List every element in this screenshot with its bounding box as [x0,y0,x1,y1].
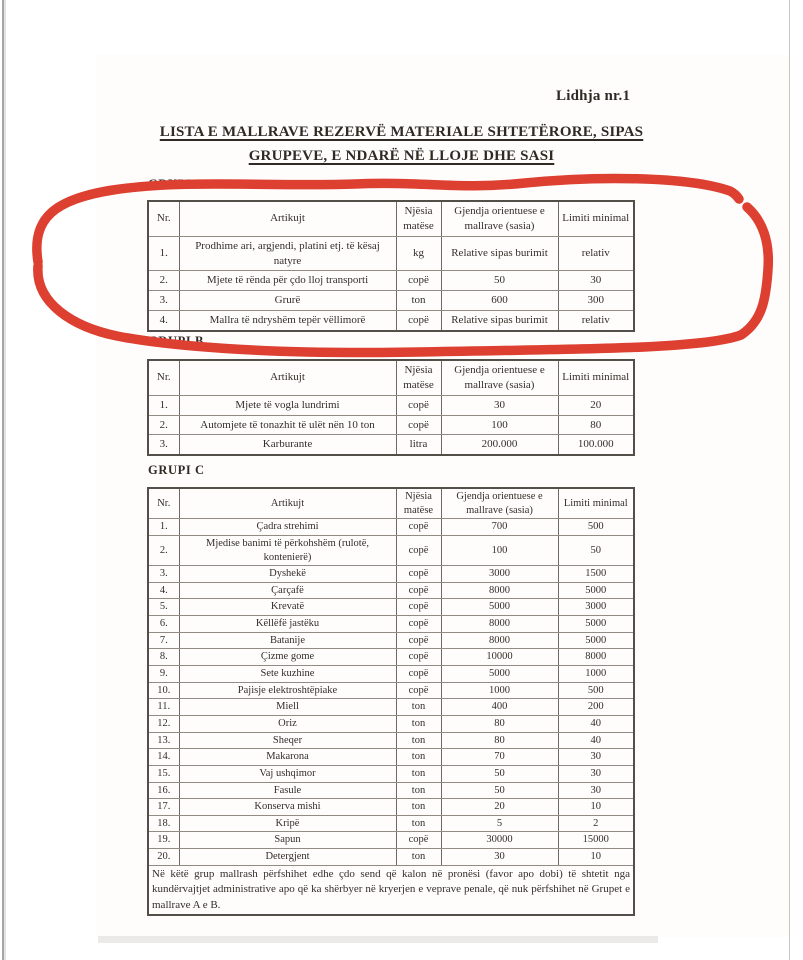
table-cell: 500 [558,682,634,699]
table-cell: relativ [558,236,634,271]
table-cell: 600 [441,291,558,311]
table-cell: 500 [558,519,634,536]
table-cell: 30 [558,782,634,799]
header-artikujt: Artikujt [179,201,396,236]
header-gjendja: Gjendja orientuese e mallrave (sasia) [441,488,558,519]
table-cell: 20. [148,849,179,866]
table-cell: ton [396,799,441,816]
header-artikujt: Artikujt [179,360,396,395]
table-cell: copë [396,682,441,699]
table-cell: 8000 [558,649,634,666]
table-cell: 200.000 [441,435,558,455]
table-cell: 3000 [558,599,634,616]
table-cell: Kripë [179,815,396,832]
table-cell: Karburante [179,435,396,455]
table-cell: 5000 [441,666,558,683]
group-a-label: GRUPI A [148,177,204,191]
table-row [148,236,634,271]
table-cell: Çadra strehimi [179,519,396,536]
table-cell: copë [396,616,441,633]
group-b-rows [148,395,634,455]
table-cell: 80 [441,732,558,749]
table-row [148,732,634,749]
table-footer [148,865,634,915]
table-header [148,488,634,519]
table-cell: 400 [441,699,558,716]
header-limiti: Limiti minimal [558,360,634,395]
table-cell: 7. [148,632,179,649]
table-header [148,360,634,395]
table-cell: 80 [558,415,634,435]
table-cell: Automjete të tonazhit të ulët nën 10 ton [179,415,396,435]
table-cell: 100.000 [558,435,634,455]
table-cell: 5000 [558,616,634,633]
table-row [148,699,634,716]
table-cell: 30000 [441,832,558,849]
table-cell: 3000 [441,566,558,583]
table-cell: 10. [148,682,179,699]
table-cell: 5 [441,815,558,832]
table-cell: Mjedise banimi të përkohshëm (rulotë, kontenierë) [179,535,396,565]
table-cell: Konserva mishi [179,799,396,816]
header-njesia: Njësia matëse [396,360,441,395]
header-njesia: Njësia matëse [396,488,441,519]
table-cell: 1. [148,519,179,536]
table-cell: 15. [148,765,179,782]
table-header [148,201,634,236]
table-cell: Krevatë [179,599,396,616]
table-row [148,616,634,633]
table-cell: copë [396,649,441,666]
table-cell: 80 [441,715,558,732]
table-row [148,535,634,565]
table-cell: Miell [179,699,396,716]
table-cell: 20 [441,799,558,816]
group-c-table [147,487,635,916]
table-cell: 3. [148,566,179,583]
table-cell: 50 [441,271,558,291]
table-cell: 1000 [441,682,558,699]
table-cell: Relative sipas burimit [441,236,558,271]
table-cell: copë [396,271,441,291]
table-row [148,566,634,583]
table-cell: 4. [148,311,179,331]
table-cell: 11. [148,699,179,716]
table-cell: 8. [148,649,179,666]
table-cell: 3. [148,435,179,455]
table-cell: 17. [148,799,179,816]
table-row [148,782,634,799]
table-cell: Dyshekë [179,566,396,583]
table-cell: Batanije [179,632,396,649]
table-cell: Çarçafë [179,582,396,599]
table-row [148,832,634,849]
table-cell: 14. [148,749,179,766]
table-cell: 10 [558,799,634,816]
table-cell: 700 [441,519,558,536]
table-cell: 2. [148,535,179,565]
table-cell: Detergjent [179,849,396,866]
table-cell: ton [396,765,441,782]
table-cell: copë [396,599,441,616]
table-cell: Mjete të vogla lundrimi [179,395,396,415]
table-cell: 1500 [558,566,634,583]
table-cell: 30 [441,849,558,866]
table-cell: Makarona [179,749,396,766]
table-cell: ton [396,699,441,716]
table-row [148,395,634,415]
header-limiti: Limiti minimal [558,488,634,519]
table-cell: ton [396,715,441,732]
header-nr: Nr. [148,360,179,395]
table-cell: copë [396,582,441,599]
table-cell: copë [396,832,441,849]
table-row [148,435,634,455]
table-cell: 2 [558,815,634,832]
table-cell: 1. [148,395,179,415]
table-cell: Mjete të rënda për çdo lloj transporti [179,271,396,291]
table-row [148,666,634,683]
table-cell: 12. [148,715,179,732]
table-cell: Sete kuzhine [179,666,396,683]
table-row [148,765,634,782]
header-artikujt: Artikujt [179,488,396,519]
table-cell: 5. [148,599,179,616]
table-cell: 30 [558,749,634,766]
table-cell: 8000 [441,582,558,599]
title-line-2: GRUPEVE, E NDARË NË LLOJE DHE SASI [248,148,555,164]
group-a-table [147,200,635,332]
table-cell: Vaj ushqimor [179,765,396,782]
table-cell: 50 [441,765,558,782]
title-line-1: LISTA E MALLRAVE REZERVË MATERIALE SHTETËRORE, SIPAS [159,124,644,140]
annex-label: Lidhja nr.1 [556,88,631,104]
table-cell: 19. [148,832,179,849]
group-c-rows [148,519,634,865]
table-cell: 30 [441,395,558,415]
table-cell: 40 [558,715,634,732]
table-row [148,815,634,832]
table-cell: 2. [148,271,179,291]
table-cell: copë [396,415,441,435]
table-row [148,799,634,816]
header-njesia: Njësia matëse [396,201,441,236]
table-cell: 10000 [441,649,558,666]
table-cell: 6. [148,616,179,633]
header-nr: Nr. [148,201,179,236]
table-cell: Çizme gome [179,649,396,666]
table-cell: 30 [558,765,634,782]
group-c-label: GRUPI C [148,463,205,477]
table-cell: 30 [558,271,634,291]
table-cell: 50 [558,535,634,565]
table-cell: copë [396,519,441,536]
table-cell: 3. [148,291,179,311]
table-cell: Relative sipas burimit [441,311,558,331]
table-cell: 1. [148,236,179,271]
table-cell: Sheqer [179,732,396,749]
table-cell: ton [396,782,441,799]
table-cell: ton [396,849,441,866]
table-cell: 70 [441,749,558,766]
table-cell: relativ [558,311,634,331]
header-gjendja: Gjendja orientuese e mallrave (sasia) [441,201,558,236]
header-nr: Nr. [148,488,179,519]
table-cell: ton [396,291,441,311]
table-cell: 100 [441,535,558,565]
table-row [148,582,634,599]
table-cell: 4. [148,582,179,599]
table-cell: 16. [148,782,179,799]
group-b-table [147,359,635,456]
table-row [148,649,634,666]
table-cell: 8000 [441,632,558,649]
table-cell: 100 [441,415,558,435]
table-cell: 9. [148,666,179,683]
table-cell: 18. [148,815,179,832]
group-b-label: GRUPI B [148,334,204,348]
table-cell: 2. [148,415,179,435]
scan-shadow-bottom [98,936,658,943]
table-row [148,849,634,866]
table-cell: 5000 [441,599,558,616]
table-cell: 1000 [558,666,634,683]
group-c-note: Në këtë grup mallrash përfshihet edhe çdo send që kalon në pronësi (favor apo dobi) të shtetit nga kundërvajtjet administrative apo që ka shërbyer në kryerjen e veprave penale, që nuk përfshihet në Grupet e mallrave A e B. [148,865,634,915]
table-row [148,311,634,331]
table-row [148,749,634,766]
table-cell: 13. [148,732,179,749]
table-cell: 200 [558,699,634,716]
table-row [148,291,634,311]
table-row [148,632,634,649]
table-row [148,682,634,699]
table-cell: Grurë [179,291,396,311]
table-cell: Prodhime ari, argjendi, platini etj. të kësaj natyre [179,236,396,271]
table-cell: Sapun [179,832,396,849]
table-row [148,519,634,536]
table-cell: ton [396,749,441,766]
table-cell: copë [396,395,441,415]
header-limiti: Limiti minimal [558,201,634,236]
table-cell: 50 [441,782,558,799]
table-cell: 15000 [558,832,634,849]
table-cell: 5000 [558,632,634,649]
table-cell: Fasule [179,782,396,799]
table-cell: Pajisje elektroshtëpiake [179,682,396,699]
table-cell: copë [396,535,441,565]
table-cell: copë [396,311,441,331]
table-cell: 8000 [441,616,558,633]
table-cell: Këllëfë jastëku [179,616,396,633]
table-cell: Mallra të ndryshëm tepër vëllimorë [179,311,396,331]
table-cell: litra [396,435,441,455]
table-cell: copë [396,632,441,649]
table-cell: copë [396,566,441,583]
table-cell: 10 [558,849,634,866]
table-cell: Oriz [179,715,396,732]
table-row [148,271,634,291]
header-gjendja: Gjendja orientuese e mallrave (sasia) [441,360,558,395]
table-cell: 20 [558,395,634,415]
table-cell: copë [396,666,441,683]
table-row [148,599,634,616]
table-cell: 5000 [558,582,634,599]
table-cell: ton [396,815,441,832]
group-a-rows [148,236,634,331]
table-cell: 300 [558,291,634,311]
table-cell: kg [396,236,441,271]
table-row [148,415,634,435]
table-cell: ton [396,732,441,749]
document-title [0,120,803,168]
table-row [148,715,634,732]
table-cell: 40 [558,732,634,749]
